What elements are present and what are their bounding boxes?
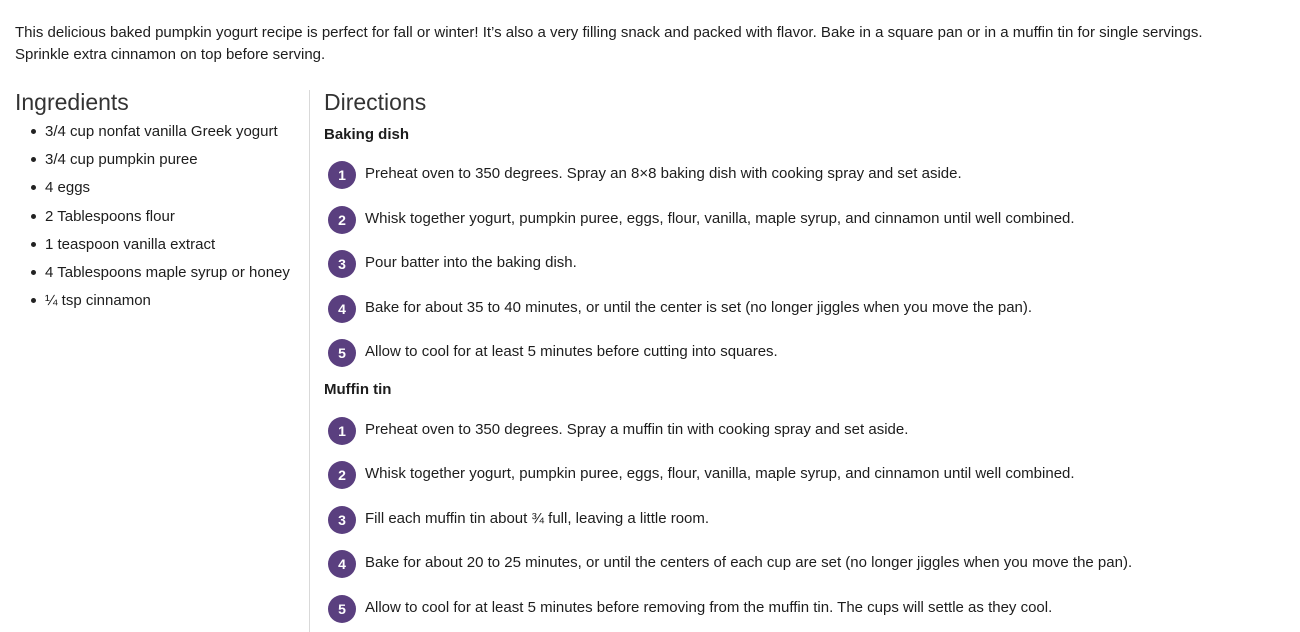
recipe-intro — [15, 22, 1255, 66]
column-divider — [309, 90, 310, 632]
ingredient-item — [15, 208, 307, 225]
ingredients-list — [15, 123, 307, 309]
baking-dish-subheading: Baking dish — [324, 126, 410, 143]
bullet-icon — [31, 185, 36, 190]
ingredient-text: 3/4 cup nonfat vanilla Greek yogurt — [45, 123, 278, 140]
ingredient-item — [15, 151, 307, 168]
step-item — [324, 206, 1284, 251]
intro-line-1: This delicious baked pumpkin yogurt recipe is perfect for fall or winter! It’s also a very filling snack and packed with flavor. Bake in a square pan or in a muffin tin for single servings. — [15, 24, 1203, 41]
step-text: Preheat oven to 350 degrees. Spray a muffin tin with cooking spray and set aside. — [365, 420, 909, 438]
ingredient-item — [15, 292, 307, 309]
ingredients-heading: Ingredients — [15, 89, 129, 115]
muffin-tin-steps — [324, 417, 1284, 632]
step-text: Bake for about 20 to 25 minutes, or until the centers of each cup are set (no longer jiggles when you move the pan). — [365, 554, 1133, 571]
bullet-icon — [31, 129, 36, 134]
intro-line-2: Sprinkle extra cinnamon on top before serving. — [15, 46, 326, 63]
bullet-icon — [31, 214, 36, 219]
step-item — [324, 595, 1284, 632]
step-item — [324, 550, 1284, 595]
step-text: Whisk together yogurt, pumpkin puree, eggs, flour, vanilla, maple syrup, and cinnamon until well combined. — [365, 209, 1075, 227]
step-text: Allow to cool for at least 5 minutes before cutting into squares. — [365, 343, 778, 360]
step-text: Fill each muffin tin about ¾ full, leaving a little room. — [365, 509, 710, 527]
ingredients-section — [15, 88, 307, 320]
bullet-icon — [31, 157, 36, 162]
step-item — [324, 250, 1284, 295]
ingredient-text: 4 Tablespoons maple syrup or honey — [45, 263, 290, 281]
muffin-tin-subheading: Muffin tin — [324, 380, 392, 398]
step-item — [324, 417, 1284, 462]
step-text: Bake for about 35 to 40 minutes, or until the center is set (no longer jiggles when you move the pan). — [365, 298, 1033, 316]
step-item — [324, 295, 1284, 340]
step-number-badge: 4 — [328, 295, 356, 323]
step-text: Allow to cool for at least 5 minutes before removing from the muffin tin. The cups will settle as they cool. — [365, 598, 1053, 616]
ingredient-text: 4 eggs — [45, 179, 91, 197]
step-number-badge: 5 — [328, 595, 356, 623]
step-item — [324, 506, 1284, 551]
baking-dish-steps — [324, 161, 1284, 384]
ingredient-text: ¼ tsp cinnamon — [45, 292, 151, 310]
step-text: Pour batter into the baking dish. — [365, 254, 577, 271]
step-text: Preheat oven to 350 degrees. Spray an 8×8 baking dish with cooking spray and set aside. — [365, 165, 962, 182]
step-text: Whisk together yogurt, pumpkin puree, eggs, flour, vanilla, maple syrup, and cinnamon until well combined. — [365, 465, 1075, 482]
step-item — [324, 339, 1284, 384]
step-number-badge: 2 — [328, 461, 356, 489]
step-item — [324, 161, 1284, 206]
ingredient-text: 3/4 cup pumpkin puree — [45, 151, 198, 169]
step-number-badge: 1 — [328, 161, 356, 189]
step-number-badge: 2 — [328, 206, 356, 234]
directions-heading: Directions — [324, 89, 427, 115]
step-number-badge: 1 — [328, 417, 356, 445]
step-item — [324, 461, 1284, 506]
directions-section — [324, 88, 1284, 632]
ingredient-item — [15, 179, 307, 196]
ingredient-text: 1 teaspoon vanilla extract — [45, 235, 216, 253]
step-number-badge: 4 — [328, 550, 356, 578]
ingredient-item — [15, 264, 307, 281]
step-number-badge: 3 — [328, 250, 356, 278]
ingredient-item — [15, 123, 307, 140]
ingredient-item — [15, 236, 307, 253]
step-number-badge: 5 — [328, 339, 356, 367]
bullet-icon — [31, 298, 36, 303]
bullet-icon — [31, 270, 36, 275]
ingredient-text: 2 Tablespoons flour — [45, 207, 175, 225]
step-number-badge: 3 — [328, 506, 356, 534]
bullet-icon — [31, 242, 36, 247]
